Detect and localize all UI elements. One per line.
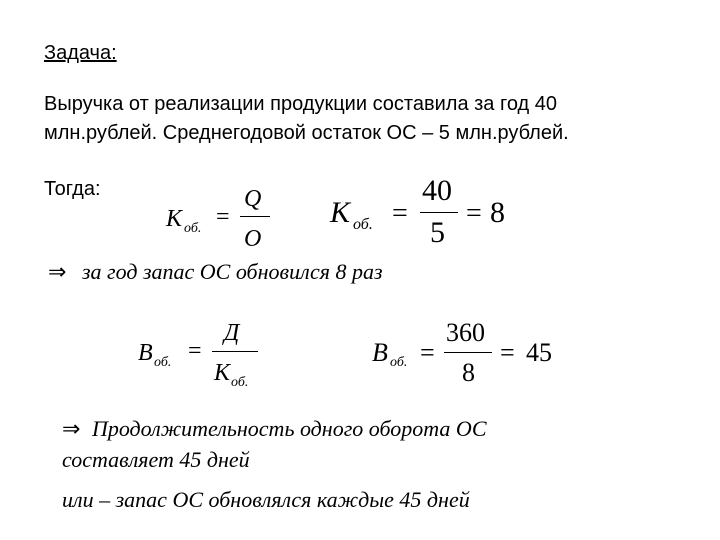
formula2-equals: = (392, 198, 408, 229)
formula2-lhs-symbol: K (330, 196, 351, 229)
task-description (44, 90, 569, 148)
conclusion-renewal: или – запас ОС обновлялся каждые 45 дней (62, 487, 470, 512)
implies-icon: ⇒ (48, 259, 67, 284)
formula2-numerator: 40 (422, 174, 452, 207)
formula2-result: 8 (490, 196, 505, 229)
formula4-lhs-subscript: об. (390, 355, 408, 370)
conclusion1-text: за год запас ОС обновился 8 раз (81, 259, 383, 284)
formula1-numerator: Q (244, 186, 262, 212)
formula1-denominator: O (244, 226, 262, 252)
then-label: Тогда: (44, 178, 101, 200)
formula1-lhs-symbol: K (166, 206, 183, 232)
formula2-fraction-bar (420, 212, 458, 213)
formula4-equals: = (420, 338, 435, 367)
formula3-denominator-subscript: об. (231, 375, 249, 390)
formula3-fraction-bar (212, 351, 258, 352)
formula1-equals: = (216, 204, 230, 230)
formula3-equals: = (188, 338, 202, 364)
formula3-numerator: Д (224, 320, 240, 346)
formula2-lhs-subscript: об. (353, 216, 373, 233)
conclusion-duration (62, 416, 487, 442)
formula3-denominator-symbol: K (214, 360, 231, 386)
conclusion2-line2-text: составляет 45 дней (62, 447, 250, 472)
implies-icon: ⇒ (62, 416, 81, 441)
formula4-numerator: 360 (446, 318, 485, 347)
conclusion2-line1-text: Продолжительность одного оборота ОС (91, 416, 487, 441)
formula4-lhs-symbol: B (372, 338, 388, 367)
formula4-equals2: = (500, 338, 515, 367)
formula2-denominator: 5 (430, 216, 445, 249)
formula4-result: 45 (526, 338, 552, 367)
task-line-1: Выручка от реализации продукции составила за год 40 (44, 93, 557, 115)
task-heading: Задача: (44, 42, 117, 64)
formula4-denominator: 8 (462, 358, 475, 387)
formula1-lhs-subscript: об. (184, 221, 202, 236)
formula2-equals2: = (466, 198, 482, 229)
task-line-2: млн.рублей. Среднегодовой остаток ОС – 5 млн.рублей. (44, 122, 569, 144)
formula4-fraction-bar (444, 352, 492, 353)
formula1-fraction-bar (240, 216, 270, 217)
formula3-lhs-subscript: об. (154, 355, 172, 370)
formula3-lhs-symbol: B (138, 340, 153, 366)
conclusion-turnover-times (48, 259, 383, 285)
